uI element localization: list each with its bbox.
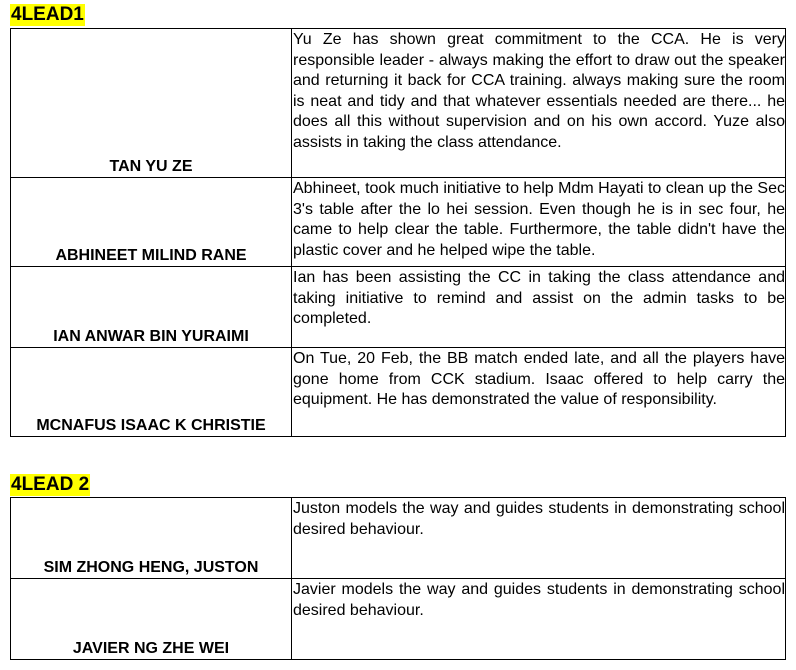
section-heading-4lead1: 4LEAD1 <box>11 4 84 25</box>
student-citation: Javier models the way and guides students in demonstrating school desired behaviour. <box>292 579 786 660</box>
student-name: SIM ZHONG HENG, JUSTON <box>11 498 292 579</box>
student-table-4lead1 <box>10 28 786 437</box>
table-row <box>11 348 786 437</box>
section-heading-4lead2: 4LEAD 2 <box>11 474 90 495</box>
student-table-4lead2 <box>10 497 786 660</box>
student-citation: Juston models the way and guides students in demonstrating school desired behaviour. <box>292 498 786 579</box>
student-name: IAN ANWAR BIN YURAIMI <box>11 267 292 348</box>
table-row <box>11 178 786 267</box>
student-citation: Abhineet, took much initiative to help Mdm Hayati to clean up the Sec 3's table after the lo hei session. Even though he is in sec four, he came to help clear the table. Furthermore, the table didn't have the plastic cover and he helped wipe the table. <box>292 178 786 267</box>
student-name: ABHINEET MILIND RANE <box>11 178 292 267</box>
student-name: MCNAFUS ISAAC K CHRISTIE <box>11 348 292 437</box>
student-citation: Yu Ze has shown great commitment to the CCA. He is very responsible leader - always making the effort to draw out the speaker and returning it back for CCA training. always making sure the room is neat and tidy and that whatever essentials needed are there... he does all this without supervision and on his own accord. Yuze also assists in taking the class attendance. <box>292 29 786 178</box>
student-citation: Ian has been assisting the CC in taking the class attendance and taking initiative to remind and assist on the admin tasks to be completed. <box>292 267 786 348</box>
table-row <box>11 267 786 348</box>
table-row <box>11 498 786 579</box>
student-name: TAN YU ZE <box>11 29 292 178</box>
student-citation: On Tue, 20 Feb, the BB match ended late, and all the players have gone home from CCK stadium. Isaac offered to help carry the equipment. He has demonstrated the value of responsibility. <box>292 348 786 437</box>
table-row <box>11 579 786 660</box>
table-row <box>11 29 786 178</box>
student-name: JAVIER NG ZHE WEI <box>11 579 292 660</box>
